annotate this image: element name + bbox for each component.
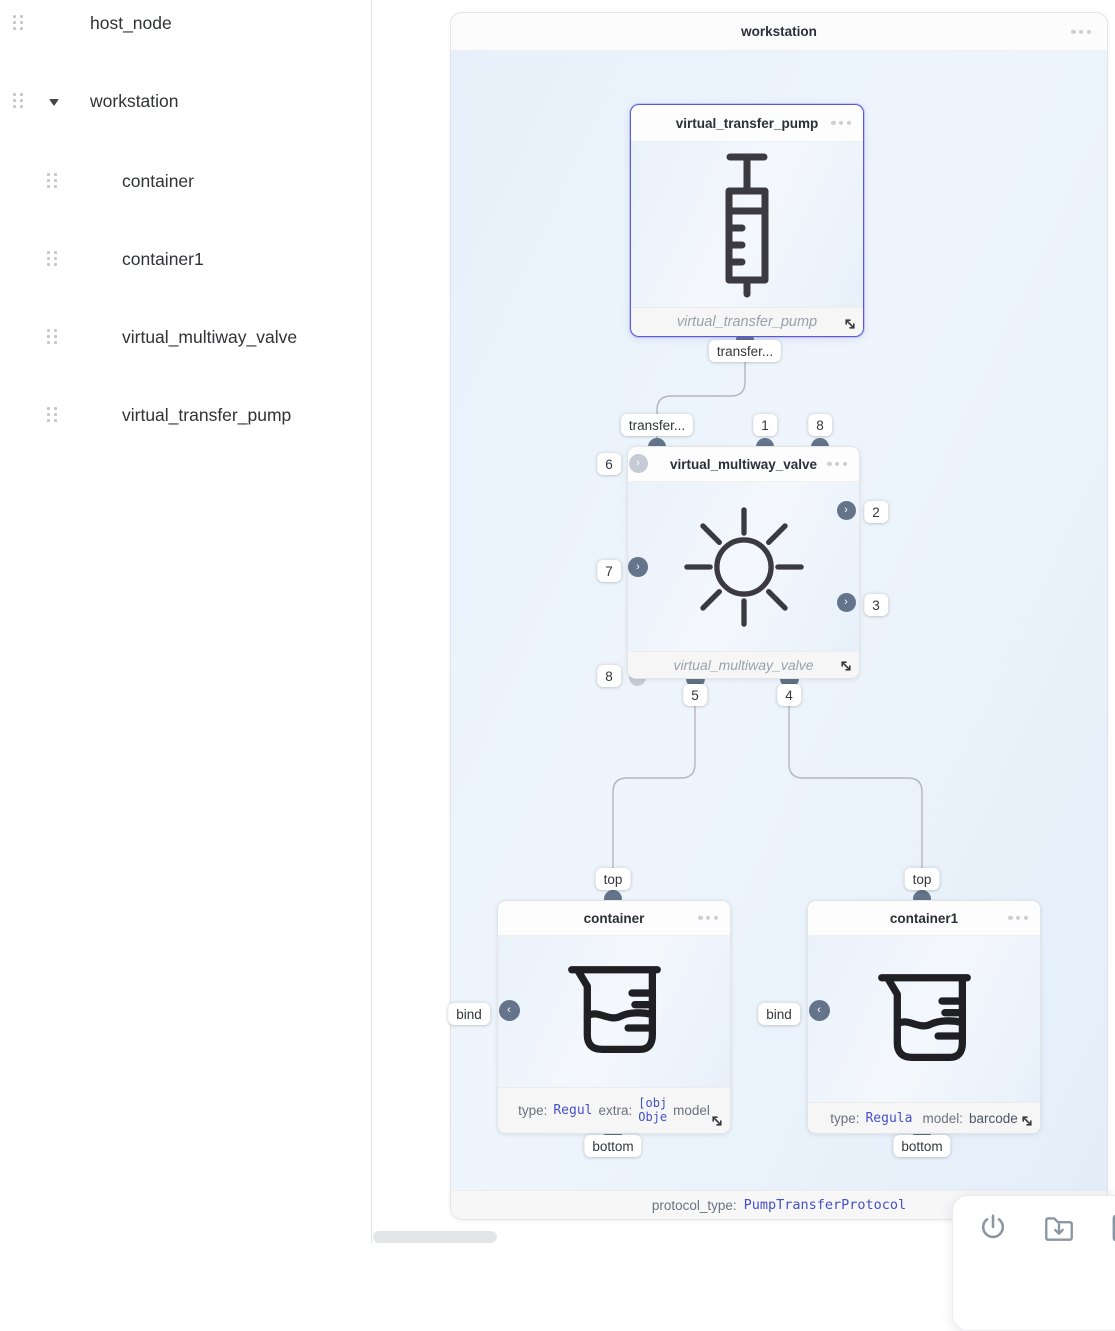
tree-item-label[interactable]: container1	[122, 249, 204, 269]
drag-handle-icon[interactable]	[47, 251, 60, 267]
chevron-right-icon: ›	[844, 595, 848, 608]
node-body	[628, 482, 859, 651]
export-file-button[interactable]	[1107, 1210, 1115, 1246]
drag-handle-icon[interactable]	[47, 407, 60, 423]
port-label-valve-5: 5	[683, 684, 707, 706]
chevron-right-icon: ›	[844, 503, 848, 516]
beaker-icon	[558, 961, 671, 1062]
port-label-container1-bottom: bottom	[893, 1135, 950, 1157]
node-footer	[628, 651, 859, 678]
port-label-container-bind: bind	[448, 1003, 490, 1025]
node-header[interactable]	[631, 105, 863, 142]
port-label-valve-7: 7	[597, 560, 621, 582]
tree-item-workstation[interactable]	[0, 41, 370, 111]
node-body	[631, 142, 863, 307]
tree-item-label[interactable]: virtual_multiway_valve	[122, 327, 298, 347]
port-label-valve-6: 6	[597, 453, 621, 475]
workstation-title: workstation	[741, 24, 817, 39]
node-container[interactable]	[497, 900, 731, 1134]
component-tree-sidebar	[0, 0, 372, 1243]
type-label: type:	[518, 1103, 548, 1118]
import-folder-button[interactable]	[1041, 1210, 1077, 1246]
protocol-type-value: PumpTransferProtocol	[743, 1197, 907, 1213]
node-virtual-multiway-valve[interactable]	[627, 446, 860, 679]
port-label-pump-transfer: transfer...	[709, 340, 781, 362]
extra-label: extra:	[598, 1103, 633, 1118]
node-header[interactable]	[498, 901, 730, 936]
resize-handle-icon[interactable]	[710, 1114, 724, 1128]
port-label-valve-2: 2	[864, 501, 888, 523]
tree-item-label[interactable]: container	[122, 171, 194, 191]
protocol-type-label: protocol_type:	[651, 1197, 737, 1213]
ellipsis-menu-icon[interactable]	[1071, 29, 1091, 33]
tree-item-label[interactable]: workstation	[90, 91, 179, 111]
chevron-right-icon: ›	[636, 560, 640, 573]
tree-item-host-node[interactable]	[0, 2, 370, 42]
port-label-container-bottom: bottom	[584, 1135, 641, 1157]
node-title: container	[583, 910, 645, 926]
folder-import-icon	[1042, 1213, 1076, 1243]
syringe-icon	[725, 152, 769, 298]
node-header[interactable]	[628, 447, 859, 482]
model-value: barcode	[968, 1110, 1018, 1126]
resize-handle-icon[interactable]	[843, 317, 857, 331]
node-footer-fields	[498, 1087, 730, 1133]
port-valve-7[interactable]	[628, 557, 648, 577]
node-body	[498, 936, 730, 1087]
model-label: model	[673, 1103, 710, 1118]
tree-item-container[interactable]	[0, 81, 370, 191]
resize-handle-icon[interactable]	[1020, 1114, 1034, 1128]
chevron-right-icon: ›	[636, 456, 640, 469]
port-label-container1-bind: bind	[758, 1003, 800, 1025]
node-title: virtual_multiway_valve	[669, 456, 818, 472]
port-label-valve-1: 1	[753, 414, 777, 436]
port-label-valve-4: 4	[777, 684, 801, 706]
tree-item-label[interactable]: virtual_transfer_pump	[122, 405, 292, 425]
beaker-icon	[868, 969, 981, 1070]
port-label-container-top: top	[596, 868, 631, 890]
tree-item-label[interactable]: host_node	[90, 13, 172, 33]
node-title: container1	[889, 910, 959, 926]
node-title: virtual_transfer_pump	[675, 115, 819, 131]
chevron-left-icon: ‹	[817, 1003, 821, 1016]
model-label: model:	[922, 1110, 963, 1126]
canvas-action-toolbar	[952, 1195, 1115, 1331]
node-footer-label: virtual_transfer_pump	[676, 314, 818, 330]
port-valve-2[interactable]	[837, 501, 856, 520]
power-icon	[977, 1212, 1009, 1244]
workstation-header[interactable]	[451, 13, 1107, 51]
port-valve-6[interactable]	[629, 454, 648, 473]
horizontal-scrollbar-thumb[interactable]	[373, 1231, 497, 1243]
port-container1-bind[interactable]	[809, 1000, 830, 1021]
type-value: Regula	[865, 1110, 913, 1126]
ellipsis-menu-icon[interactable]	[1008, 916, 1028, 920]
node-container1[interactable]	[807, 900, 1041, 1134]
node-virtual-transfer-pump[interactable]	[630, 104, 864, 337]
type-value: Regul	[553, 1103, 593, 1118]
drag-handle-icon[interactable]	[13, 15, 26, 31]
node-footer-label: virtual_multiway_valve	[673, 657, 814, 673]
port-label-valve-transfer: transfer...	[621, 414, 693, 436]
chevron-left-icon: ‹	[507, 1003, 511, 1016]
port-label-container1-top: top	[905, 868, 940, 890]
port-label-valve-3: 3	[864, 594, 888, 616]
power-button[interactable]	[975, 1210, 1011, 1246]
resize-handle-icon[interactable]	[839, 659, 853, 673]
multiway-valve-icon	[684, 507, 804, 627]
port-label-valve-8-left: 8	[597, 665, 621, 687]
ellipsis-menu-icon[interactable]	[831, 121, 851, 125]
tree-item-container1[interactable]	[0, 120, 370, 269]
ellipsis-menu-icon[interactable]	[827, 462, 847, 466]
ellipsis-menu-icon[interactable]	[698, 916, 718, 920]
drag-handle-icon[interactable]	[47, 329, 60, 345]
file-export-icon	[1109, 1212, 1115, 1244]
node-footer	[631, 307, 863, 336]
port-container-bind[interactable]	[499, 1000, 520, 1021]
node-footer-fields	[808, 1102, 1040, 1133]
port-valve-3[interactable]	[837, 593, 856, 612]
port-label-valve-8-top: 8	[808, 414, 832, 436]
node-header[interactable]	[808, 901, 1040, 936]
node-body	[808, 936, 1040, 1102]
extra-value: [obj Obje	[638, 1095, 668, 1124]
type-label: type:	[830, 1110, 860, 1126]
